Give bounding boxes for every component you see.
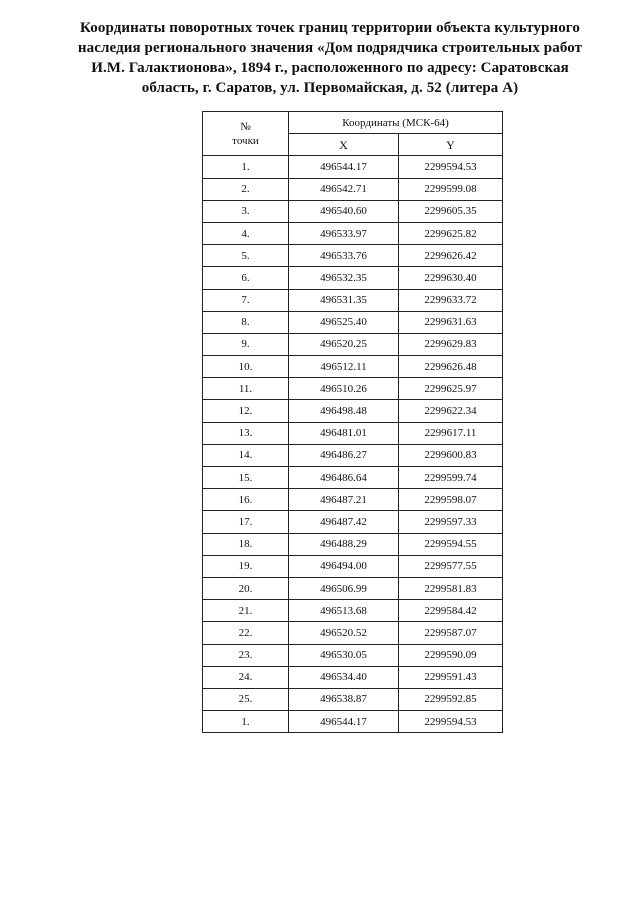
y-coordinate-cell: 2299630.40 [399,267,503,289]
table-row [203,245,503,267]
y-coordinate-cell: 2299626.48 [399,356,503,378]
table-row [203,666,503,688]
point-number-cell: 13. [203,422,289,444]
y-coordinate-cell: 2299599.74 [399,467,503,489]
x-coordinate-cell: 496544.17 [289,711,399,733]
point-number-header-symbol: № [240,120,251,133]
point-number-cell: 6. [203,267,289,289]
table-row [203,200,503,222]
title-line: область, г. Саратов, ул. Первомайская, д. 52 (литера А) [141,80,519,96]
table-row [203,644,503,666]
table-row [203,356,503,378]
x-coordinate-cell: 496530.05 [289,644,399,666]
y-coordinate-cell: 2299581.83 [399,577,503,599]
x-coordinate-cell: 496488.29 [289,533,399,555]
y-coordinate-cell: 2299590.09 [399,644,503,666]
x-coordinate-cell: 496525.40 [289,311,399,333]
y-coordinate-cell: 2299591.43 [399,666,503,688]
x-coordinate-cell: 496542.71 [289,178,399,200]
y-coordinate-cell: 2299617.11 [399,422,503,444]
point-number-header [203,112,289,156]
y-coordinate-cell: 2299625.82 [399,222,503,244]
point-number-cell: 24. [203,666,289,688]
x-coordinate-cell: 496481.01 [289,422,399,444]
table-row [203,467,503,489]
table-row [203,289,503,311]
coordinates-header: Координаты (МСК-64) [289,112,503,134]
y-coordinate-cell: 2299594.53 [399,156,503,178]
point-number-cell: 20. [203,577,289,599]
point-number-cell: 17. [203,511,289,533]
y-coordinate-cell: 2299577.55 [399,555,503,577]
table-row [203,622,503,644]
document-title [60,18,600,98]
y-coordinate-cell: 2299584.42 [399,600,503,622]
coordinates-table [202,111,503,733]
point-number-cell: 3. [203,200,289,222]
y-coordinate-cell: 2299594.55 [399,533,503,555]
x-coordinate-cell: 496506.99 [289,577,399,599]
point-number-cell: 7. [203,289,289,311]
x-coordinate-cell: 496538.87 [289,688,399,710]
point-number-cell: 21. [203,600,289,622]
table-row [203,444,503,466]
point-number-cell: 1. [203,711,289,733]
table-row [203,333,503,355]
table-row [203,422,503,444]
title-line: Координаты поворотных точек границ территории объекта культурного [80,20,580,36]
table-row [203,533,503,555]
y-coordinate-cell: 2299629.83 [399,333,503,355]
table-row [203,711,503,733]
table-row [203,688,503,710]
point-number-cell: 25. [203,688,289,710]
table-row [203,156,503,178]
point-number-cell: 4. [203,222,289,244]
point-number-cell: 12. [203,400,289,422]
point-number-cell: 5. [203,245,289,267]
point-number-cell: 9. [203,333,289,355]
point-number-cell: 2. [203,178,289,200]
table-row [203,378,503,400]
title-line: И.М. Галактионова», 1894 г., расположенного по адресу: Саратовская [91,60,569,76]
y-coordinate-cell: 2299587.07 [399,622,503,644]
table-row [203,178,503,200]
table-body [203,156,503,733]
point-number-cell: 18. [203,533,289,555]
y-coordinate-cell: 2299592.85 [399,688,503,710]
x-coordinate-cell: 496487.21 [289,489,399,511]
point-number-cell: 1. [203,156,289,178]
table-row [203,555,503,577]
y-coordinate-cell: 2299594.53 [399,711,503,733]
point-number-cell: 23. [203,644,289,666]
x-coordinate-cell: 496544.17 [289,156,399,178]
table-row [203,600,503,622]
x-coordinate-cell: 496487.42 [289,511,399,533]
x-coordinate-cell: 496494.00 [289,555,399,577]
point-number-cell: 19. [203,555,289,577]
x-coordinate-cell: 496486.27 [289,444,399,466]
point-number-cell: 8. [203,311,289,333]
point-number-cell: 10. [203,356,289,378]
y-coordinate-cell: 2299633.72 [399,289,503,311]
x-coordinate-cell: 496513.68 [289,600,399,622]
table-header [203,112,503,156]
y-coordinate-cell: 2299605.35 [399,200,503,222]
x-coordinate-cell: 496520.52 [289,622,399,644]
title-line: наследия регионального значения «Дом подрядчика строительных работ [77,40,583,56]
point-number-cell: 16. [203,489,289,511]
y-coordinate-cell: 2299625.97 [399,378,503,400]
y-column-header: Y [399,134,503,156]
y-coordinate-cell: 2299597.33 [399,511,503,533]
x-coordinate-cell: 496532.35 [289,267,399,289]
table-row [203,511,503,533]
point-number-cell: 14. [203,444,289,466]
table-row [203,400,503,422]
x-column-header: X [289,134,399,156]
y-coordinate-cell: 2299631.63 [399,311,503,333]
x-coordinate-cell: 496531.35 [289,289,399,311]
x-coordinate-cell: 496534.40 [289,666,399,688]
x-coordinate-cell: 496540.60 [289,200,399,222]
y-coordinate-cell: 2299600.83 [399,444,503,466]
y-coordinate-cell: 2299599.08 [399,178,503,200]
table-row [203,222,503,244]
table-row [203,489,503,511]
y-coordinate-cell: 2299598.07 [399,489,503,511]
x-coordinate-cell: 496512.11 [289,356,399,378]
x-coordinate-cell: 496533.97 [289,222,399,244]
y-coordinate-cell: 2299622.34 [399,400,503,422]
x-coordinate-cell: 496520.25 [289,333,399,355]
y-coordinate-cell: 2299626.42 [399,245,503,267]
x-coordinate-cell: 496486.64 [289,467,399,489]
x-coordinate-cell: 496498.48 [289,400,399,422]
table-row [203,267,503,289]
x-coordinate-cell: 496510.26 [289,378,399,400]
point-number-header-label: точки [232,134,259,147]
point-number-cell: 11. [203,378,289,400]
point-number-cell: 15. [203,467,289,489]
table-row [203,311,503,333]
x-coordinate-cell: 496533.76 [289,245,399,267]
point-number-cell: 22. [203,622,289,644]
table-row [203,577,503,599]
